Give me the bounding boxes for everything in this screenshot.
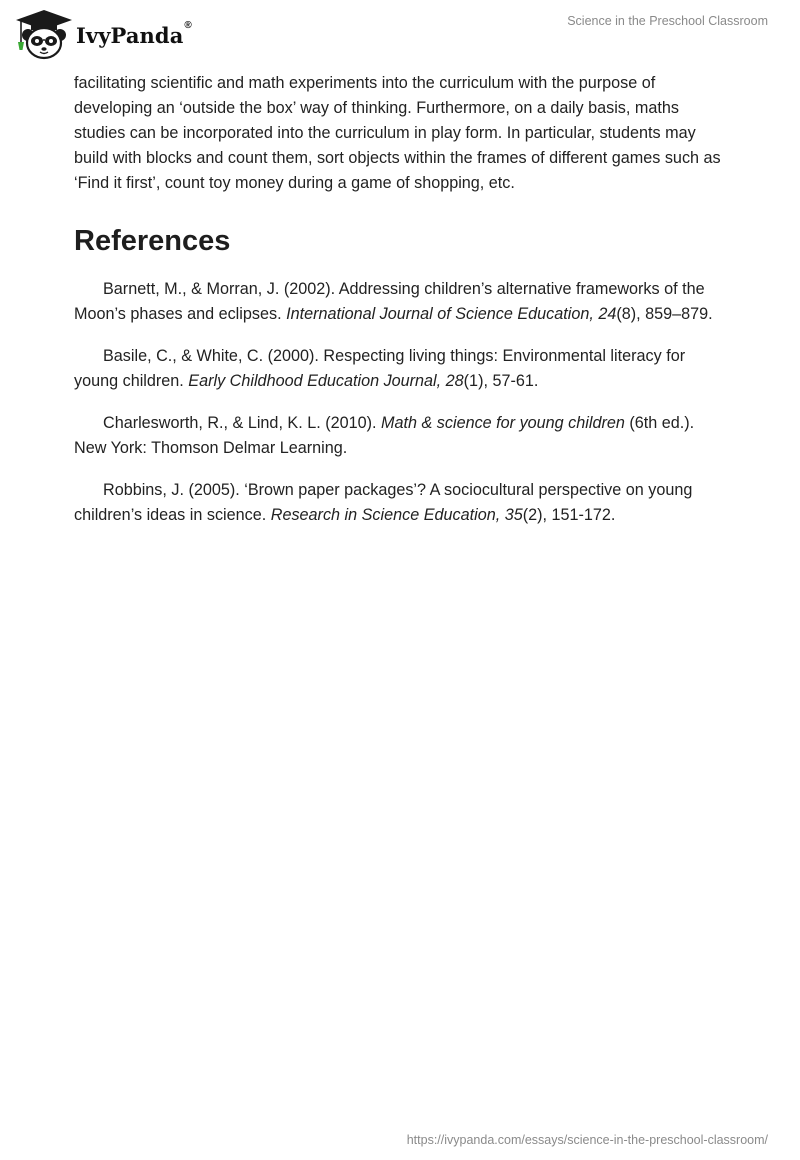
source-url[interactable]: https://ivypanda.com/essays/science-in-the-preschool-classroom/ [406,1133,768,1147]
intro-paragraph: facilitating scientific and math experiments into the curriculum with the purpose of developing an ‘outside the box’ way of thinking. Furthermore, on a daily basis, maths studies can be incorporated into the curriculum in play form. In particular, students may build with blocks and count them, sort objects within the frames of different games such as ‘Find it first’, count toy money during a game of shopping, etc. [74,74,721,192]
references-list [74,277,726,528]
panda-graduation-cap-icon [14,8,74,60]
reference-item: Basile, C., & White, C. (2000). Respecting living things: Environmental literacy for young children. Early Childhood Education Journal, 28(1), 57-61. [74,347,686,390]
reference-item: Robbins, J. (2005). ‘Brown paper packages’? A sociocultural perspective on young children’s ideas in science. Research in Science Education, 35(2), 151-172. [74,481,693,524]
page-header [0,0,800,70]
reference-source: International Journal of Science Education, 24 [286,305,617,323]
essay-content [74,71,726,545]
brand-logo[interactable] [14,8,192,60]
reference-source: Research in Science Education, 35 [270,506,523,524]
running-title: Science in the Preschool Classroom [567,14,768,28]
brand-name: IvyPanda® [76,19,192,48]
references-heading: References [74,225,231,257]
registered-mark: ® [184,19,192,31]
reference-source: Math & science for young children [381,414,625,432]
reference-item: Charlesworth, R., & Lind, K. L. (2010). Math & science for young children (6th ed.). New York: Thomson Delmar Learning. [74,414,695,457]
reference-source: Early Childhood Education Journal, 28 [188,372,464,390]
reference-item: Barnett, M., & Morran, J. (2002). Addressing children’s alternative frameworks of the Moon’s phases and eclipses. International Journal of Science Education, 24(8), 859–879. [74,280,713,323]
